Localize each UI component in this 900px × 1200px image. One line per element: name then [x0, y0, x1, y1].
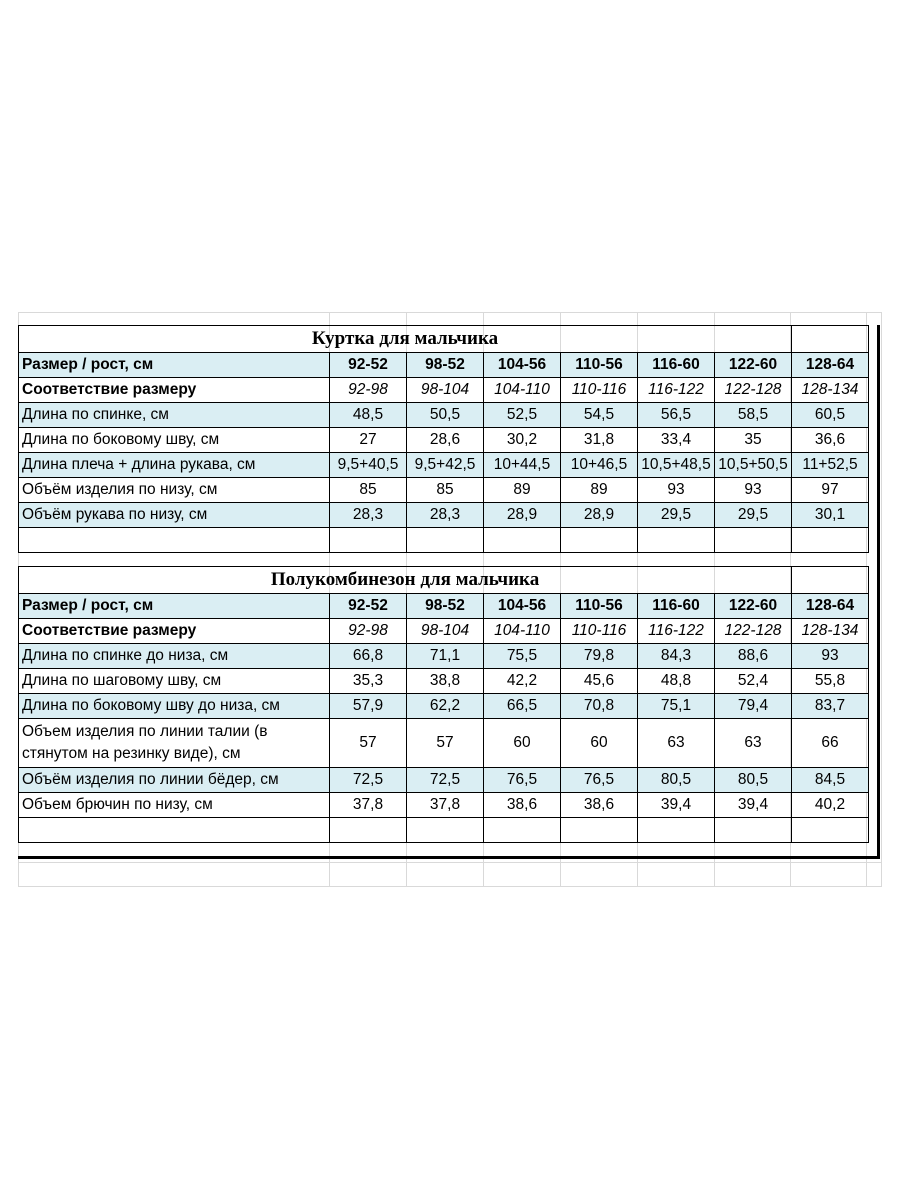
size-cell: 110-56 [561, 594, 638, 619]
value-cell: 30,2 [484, 428, 561, 453]
value-cell: 48,8 [638, 669, 715, 694]
table-row [19, 428, 869, 453]
size-cell: 110-56 [561, 353, 638, 378]
value-cell: 35,3 [330, 669, 407, 694]
table-row [19, 694, 869, 719]
table-row [19, 719, 869, 768]
size-header-label: Размер / рост, см [19, 353, 330, 378]
table-row [19, 793, 869, 818]
row-label: Длина по боковому шву до низа, см [19, 694, 330, 719]
table-row [19, 768, 869, 793]
overalls-title-row [19, 567, 869, 594]
size-cell: 92-52 [330, 353, 407, 378]
value-cell: 55,8 [792, 669, 869, 694]
value-cell: 93 [792, 644, 869, 669]
value-cell: 29,5 [715, 503, 792, 528]
table-row [19, 453, 869, 478]
value-cell: 28,3 [330, 503, 407, 528]
value-cell: 48,5 [330, 403, 407, 428]
value-cell: 80,5 [715, 768, 792, 793]
value-cell: 85 [330, 478, 407, 503]
value-cell: 88,6 [715, 644, 792, 669]
row-label: Длина по шаговому шву, см [19, 669, 330, 694]
correspondence-cell: 92-98 [330, 378, 407, 403]
value-cell: 57,9 [330, 694, 407, 719]
value-cell: 93 [638, 478, 715, 503]
value-cell: 93 [715, 478, 792, 503]
value-cell: 27 [330, 428, 407, 453]
size-cell: 92-52 [330, 594, 407, 619]
table-row [19, 503, 869, 528]
size-cell: 98-52 [407, 594, 484, 619]
value-cell: 40,2 [792, 793, 869, 818]
jacket-size-header-row [19, 353, 869, 378]
value-cell: 63 [715, 719, 792, 768]
jacket-title: Куртка для мальчика [19, 326, 792, 353]
empty-row [19, 528, 869, 553]
value-cell: 10,5+50,5 [715, 453, 792, 478]
correspondence-cell: 92-98 [330, 619, 407, 644]
value-cell: 84,5 [792, 768, 869, 793]
value-cell: 72,5 [407, 768, 484, 793]
jacket-size-table [18, 325, 869, 553]
value-cell: 42,2 [484, 669, 561, 694]
value-cell: 79,8 [561, 644, 638, 669]
row-label: Объём изделия по линии бёдер, см [19, 768, 330, 793]
value-cell: 28,9 [484, 503, 561, 528]
jacket-correspondence-row [19, 378, 869, 403]
table-row [19, 669, 869, 694]
value-cell: 39,4 [715, 793, 792, 818]
overalls-size-header-row [19, 594, 869, 619]
size-cell: 116-60 [638, 353, 715, 378]
value-cell: 79,4 [715, 694, 792, 719]
correspondence-label: Соответствие размеру [19, 619, 330, 644]
overalls-size-table [18, 566, 869, 843]
correspondence-cell: 116-122 [638, 619, 715, 644]
value-cell: 9,5+40,5 [330, 453, 407, 478]
value-cell: 76,5 [561, 768, 638, 793]
value-cell: 28,9 [561, 503, 638, 528]
value-cell: 57 [330, 719, 407, 768]
size-cell: 122-60 [715, 594, 792, 619]
jacket-title-row [19, 326, 869, 353]
correspondence-cell: 104-110 [484, 378, 561, 403]
value-cell: 35 [715, 428, 792, 453]
value-cell: 80,5 [638, 768, 715, 793]
value-cell: 71,1 [407, 644, 484, 669]
value-cell: 66,5 [484, 694, 561, 719]
correspondence-cell: 110-116 [561, 619, 638, 644]
value-cell: 9,5+42,5 [407, 453, 484, 478]
value-cell: 83,7 [792, 694, 869, 719]
row-label: Длина по спинке до низа, см [19, 644, 330, 669]
row-label: Длина по спинке, см [19, 403, 330, 428]
correspondence-cell: 116-122 [638, 378, 715, 403]
value-cell: 36,6 [792, 428, 869, 453]
overalls-title: Полукомбинезон для мальчика [19, 567, 792, 594]
row-label: Длина по боковому шву, см [19, 428, 330, 453]
correspondence-cell: 122-128 [715, 378, 792, 403]
value-cell: 28,6 [407, 428, 484, 453]
size-cell: 128-64 [792, 353, 869, 378]
value-cell: 60 [561, 719, 638, 768]
row-label: Длина плеча + длина рукава, см [19, 453, 330, 478]
size-cell: 98-52 [407, 353, 484, 378]
value-cell: 89 [484, 478, 561, 503]
size-cell: 128-64 [792, 594, 869, 619]
size-cell: 122-60 [715, 353, 792, 378]
size-cell: 104-56 [484, 353, 561, 378]
value-cell: 10,5+48,5 [638, 453, 715, 478]
value-cell: 37,8 [330, 793, 407, 818]
empty-cell [792, 326, 869, 353]
value-cell: 50,5 [407, 403, 484, 428]
value-cell: 58,5 [715, 403, 792, 428]
value-cell: 52,4 [715, 669, 792, 694]
value-cell: 10+46,5 [561, 453, 638, 478]
value-cell: 37,8 [407, 793, 484, 818]
overalls-correspondence-row [19, 619, 869, 644]
size-cell: 104-56 [484, 594, 561, 619]
size-header-label: Размер / рост, см [19, 594, 330, 619]
value-cell: 33,4 [638, 428, 715, 453]
row-label: Объём изделия по низу, см [19, 478, 330, 503]
value-cell: 66 [792, 719, 869, 768]
value-cell: 45,6 [561, 669, 638, 694]
value-cell: 56,5 [638, 403, 715, 428]
value-cell: 38,8 [407, 669, 484, 694]
value-cell: 60,5 [792, 403, 869, 428]
value-cell: 38,6 [484, 793, 561, 818]
value-cell: 54,5 [561, 403, 638, 428]
table-row [19, 403, 869, 428]
value-cell: 38,6 [561, 793, 638, 818]
value-cell: 72,5 [330, 768, 407, 793]
value-cell: 62,2 [407, 694, 484, 719]
value-cell: 28,3 [407, 503, 484, 528]
value-cell: 30,1 [792, 503, 869, 528]
correspondence-cell: 98-104 [407, 378, 484, 403]
correspondence-cell: 122-128 [715, 619, 792, 644]
empty-cell [792, 567, 869, 594]
table-row [19, 478, 869, 503]
value-cell: 85 [407, 478, 484, 503]
value-cell: 84,3 [638, 644, 715, 669]
value-cell: 75,1 [638, 694, 715, 719]
row-label: Объем изделия по линии талии (в стянутом на резинку виде), см [19, 719, 330, 768]
empty-row [19, 818, 869, 843]
row-label: Объем брючин по низу, см [19, 793, 330, 818]
value-cell: 29,5 [638, 503, 715, 528]
correspondence-label: Соответствие размеру [19, 378, 330, 403]
correspondence-cell: 98-104 [407, 619, 484, 644]
value-cell: 52,5 [484, 403, 561, 428]
value-cell: 31,8 [561, 428, 638, 453]
value-cell: 39,4 [638, 793, 715, 818]
correspondence-cell: 104-110 [484, 619, 561, 644]
value-cell: 89 [561, 478, 638, 503]
value-cell: 63 [638, 719, 715, 768]
value-cell: 70,8 [561, 694, 638, 719]
value-cell: 11+52,5 [792, 453, 869, 478]
value-cell: 75,5 [484, 644, 561, 669]
correspondence-cell: 128-134 [792, 619, 869, 644]
value-cell: 10+44,5 [484, 453, 561, 478]
row-label: Объём рукава по низу, см [19, 503, 330, 528]
value-cell: 60 [484, 719, 561, 768]
value-cell: 76,5 [484, 768, 561, 793]
correspondence-cell: 128-134 [792, 378, 869, 403]
value-cell: 97 [792, 478, 869, 503]
table-row [19, 644, 869, 669]
value-cell: 66,8 [330, 644, 407, 669]
correspondence-cell: 110-116 [561, 378, 638, 403]
size-cell: 116-60 [638, 594, 715, 619]
value-cell: 57 [407, 719, 484, 768]
